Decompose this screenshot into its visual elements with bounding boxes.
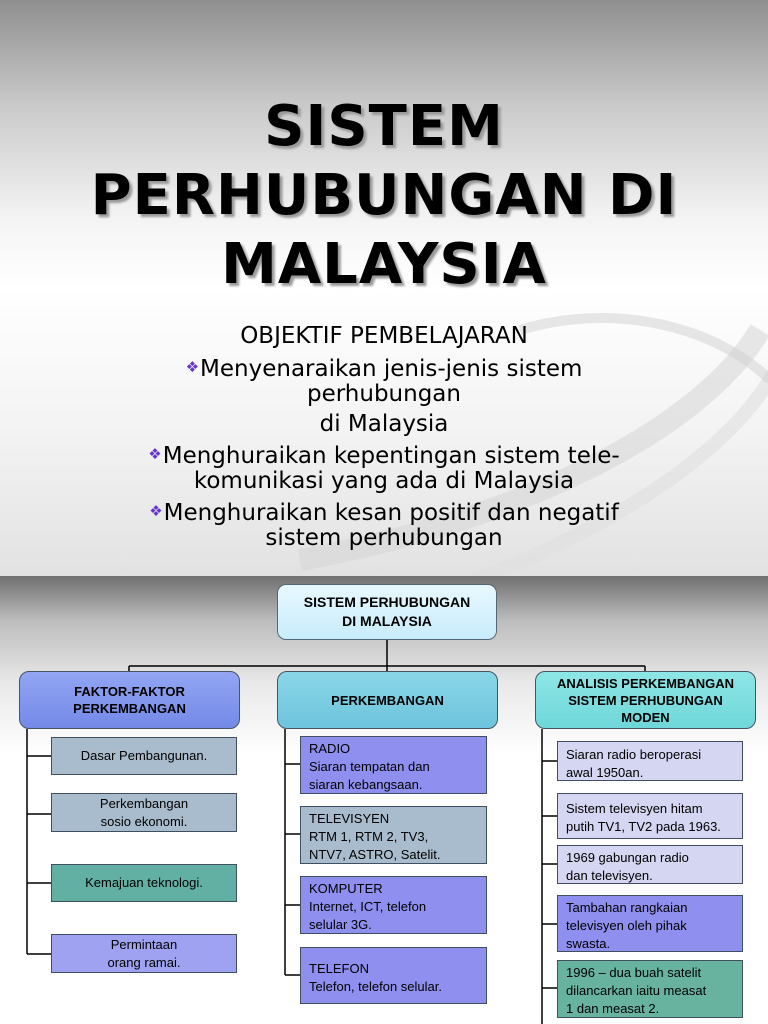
category-node-factors [19,671,240,729]
leaf-node [557,793,743,839]
leaf-line: sosio ekonomi. [100,813,188,829]
objective-text: Menghuraikan kesan positif dan negatif [163,500,619,526]
objective-line: perhubungan [307,381,461,407]
leaf-line: Permintaan [110,936,178,952]
title-line: PERHUBUNGAN DI [90,163,678,228]
category-label-line: FAKTOR-FAKTOR [74,684,185,699]
objective-line: komunikasi yang ada di Malaysia [193,468,575,494]
leaf-node [51,934,237,973]
leaf-line: dan televisyen. [566,868,653,883]
leaf-line: 1996 – dua buah satelit [566,965,702,980]
leaf-node [300,806,487,864]
leaf-node [557,741,743,781]
leaf-line: RTM 1, RTM 2, TV3, [309,829,429,844]
diamond-bullet-icon: ❖ [149,502,163,520]
leaf-line: swasta. [566,936,611,951]
title-line: SISTEM [264,94,504,159]
leaf-line: Kemajuan teknologi. [85,875,203,890]
leaf-line: Perkembangan [99,795,189,811]
objective-line [60,442,708,469]
objectives-list [60,324,708,556]
leaf-node [51,737,237,775]
leaf-line: televisyen oleh pihak [566,918,687,933]
objective-item [60,499,708,551]
objective-line [60,355,708,382]
objective-item [60,355,708,437]
leaf-line: Internet, ICT, telefon [309,899,427,914]
leaf-line: TELEFON [309,961,369,976]
title-line: MALAYSIA [221,232,547,297]
leaf-line: Telefon, telefon selular. [309,979,442,994]
leaf-line: KOMPUTER [309,881,383,896]
leaf-node [300,947,487,1004]
diamond-bullet-icon: ❖ [185,358,200,376]
objective-text: Menghuraikan kepentingan sistem tele- [162,443,620,469]
leaf-line: TELEVISYEN [309,811,390,826]
leaf-node [300,876,487,934]
leaf-line: Sistem televisyen hitam [566,801,703,816]
category-label-line: SISTEM PERHUBUNGAN [568,692,723,708]
slide-title [40,92,728,299]
diamond-bullet-icon: ❖ [148,445,162,463]
category-node-development [277,671,498,729]
leaf-node [557,845,743,884]
root-label-line: DI MALAYSIA [342,613,432,629]
leaf-node [51,864,237,902]
objectives-heading: OBJEKTIF PEMBELAJARAN [240,323,528,349]
leaf-line: awal 1950an. [566,765,644,780]
objective-text: Menyenaraikan jenis-jenis sistem [200,356,583,382]
leaf-line: 1969 gabungan radio [566,850,689,865]
leaf-node [557,895,743,952]
objective-line: di Malaysia [319,411,449,437]
leaf-line: 1 dan measat 2. [566,1001,660,1016]
category-label-line: PERKEMBANGAN [73,701,186,716]
category-node-analysis [535,671,756,729]
objective-item [60,442,708,494]
leaf-line: RADIO [309,741,351,756]
category-label-line: MODEN [621,709,670,725]
leaf-line: siaran kebangsaan. [309,777,423,792]
objective-line [60,499,708,526]
leaf-line: orang ramai. [107,954,181,970]
leaf-line: Dasar Pembangunan. [80,748,208,763]
root-node [277,584,497,640]
leaf-line: Siaran radio beroperasi [566,747,702,762]
diagram-slide [0,576,768,1024]
category-label-line: ANALISIS PERKEMBANGAN [557,675,734,691]
leaf-line: Tambahan rangkaian [566,900,688,915]
leaf-line: dilancarkan iaitu measat [566,983,707,998]
leaf-node [51,793,237,832]
category-label-line: PERKEMBANGAN [331,692,444,708]
root-label-line: SISTEM PERHUBUNGAN [303,594,471,610]
leaf-line: selular 3G. [309,917,372,932]
leaf-node [300,736,487,794]
leaf-node [557,960,743,1018]
leaf-line: putih TV1, TV2 pada 1963. [566,819,721,834]
leaf-line: NTV7, ASTRO, Satelit. [309,847,441,862]
leaf-line: Siaran tempatan dan [309,759,430,774]
objective-line: sistem perhubungan [265,525,503,551]
